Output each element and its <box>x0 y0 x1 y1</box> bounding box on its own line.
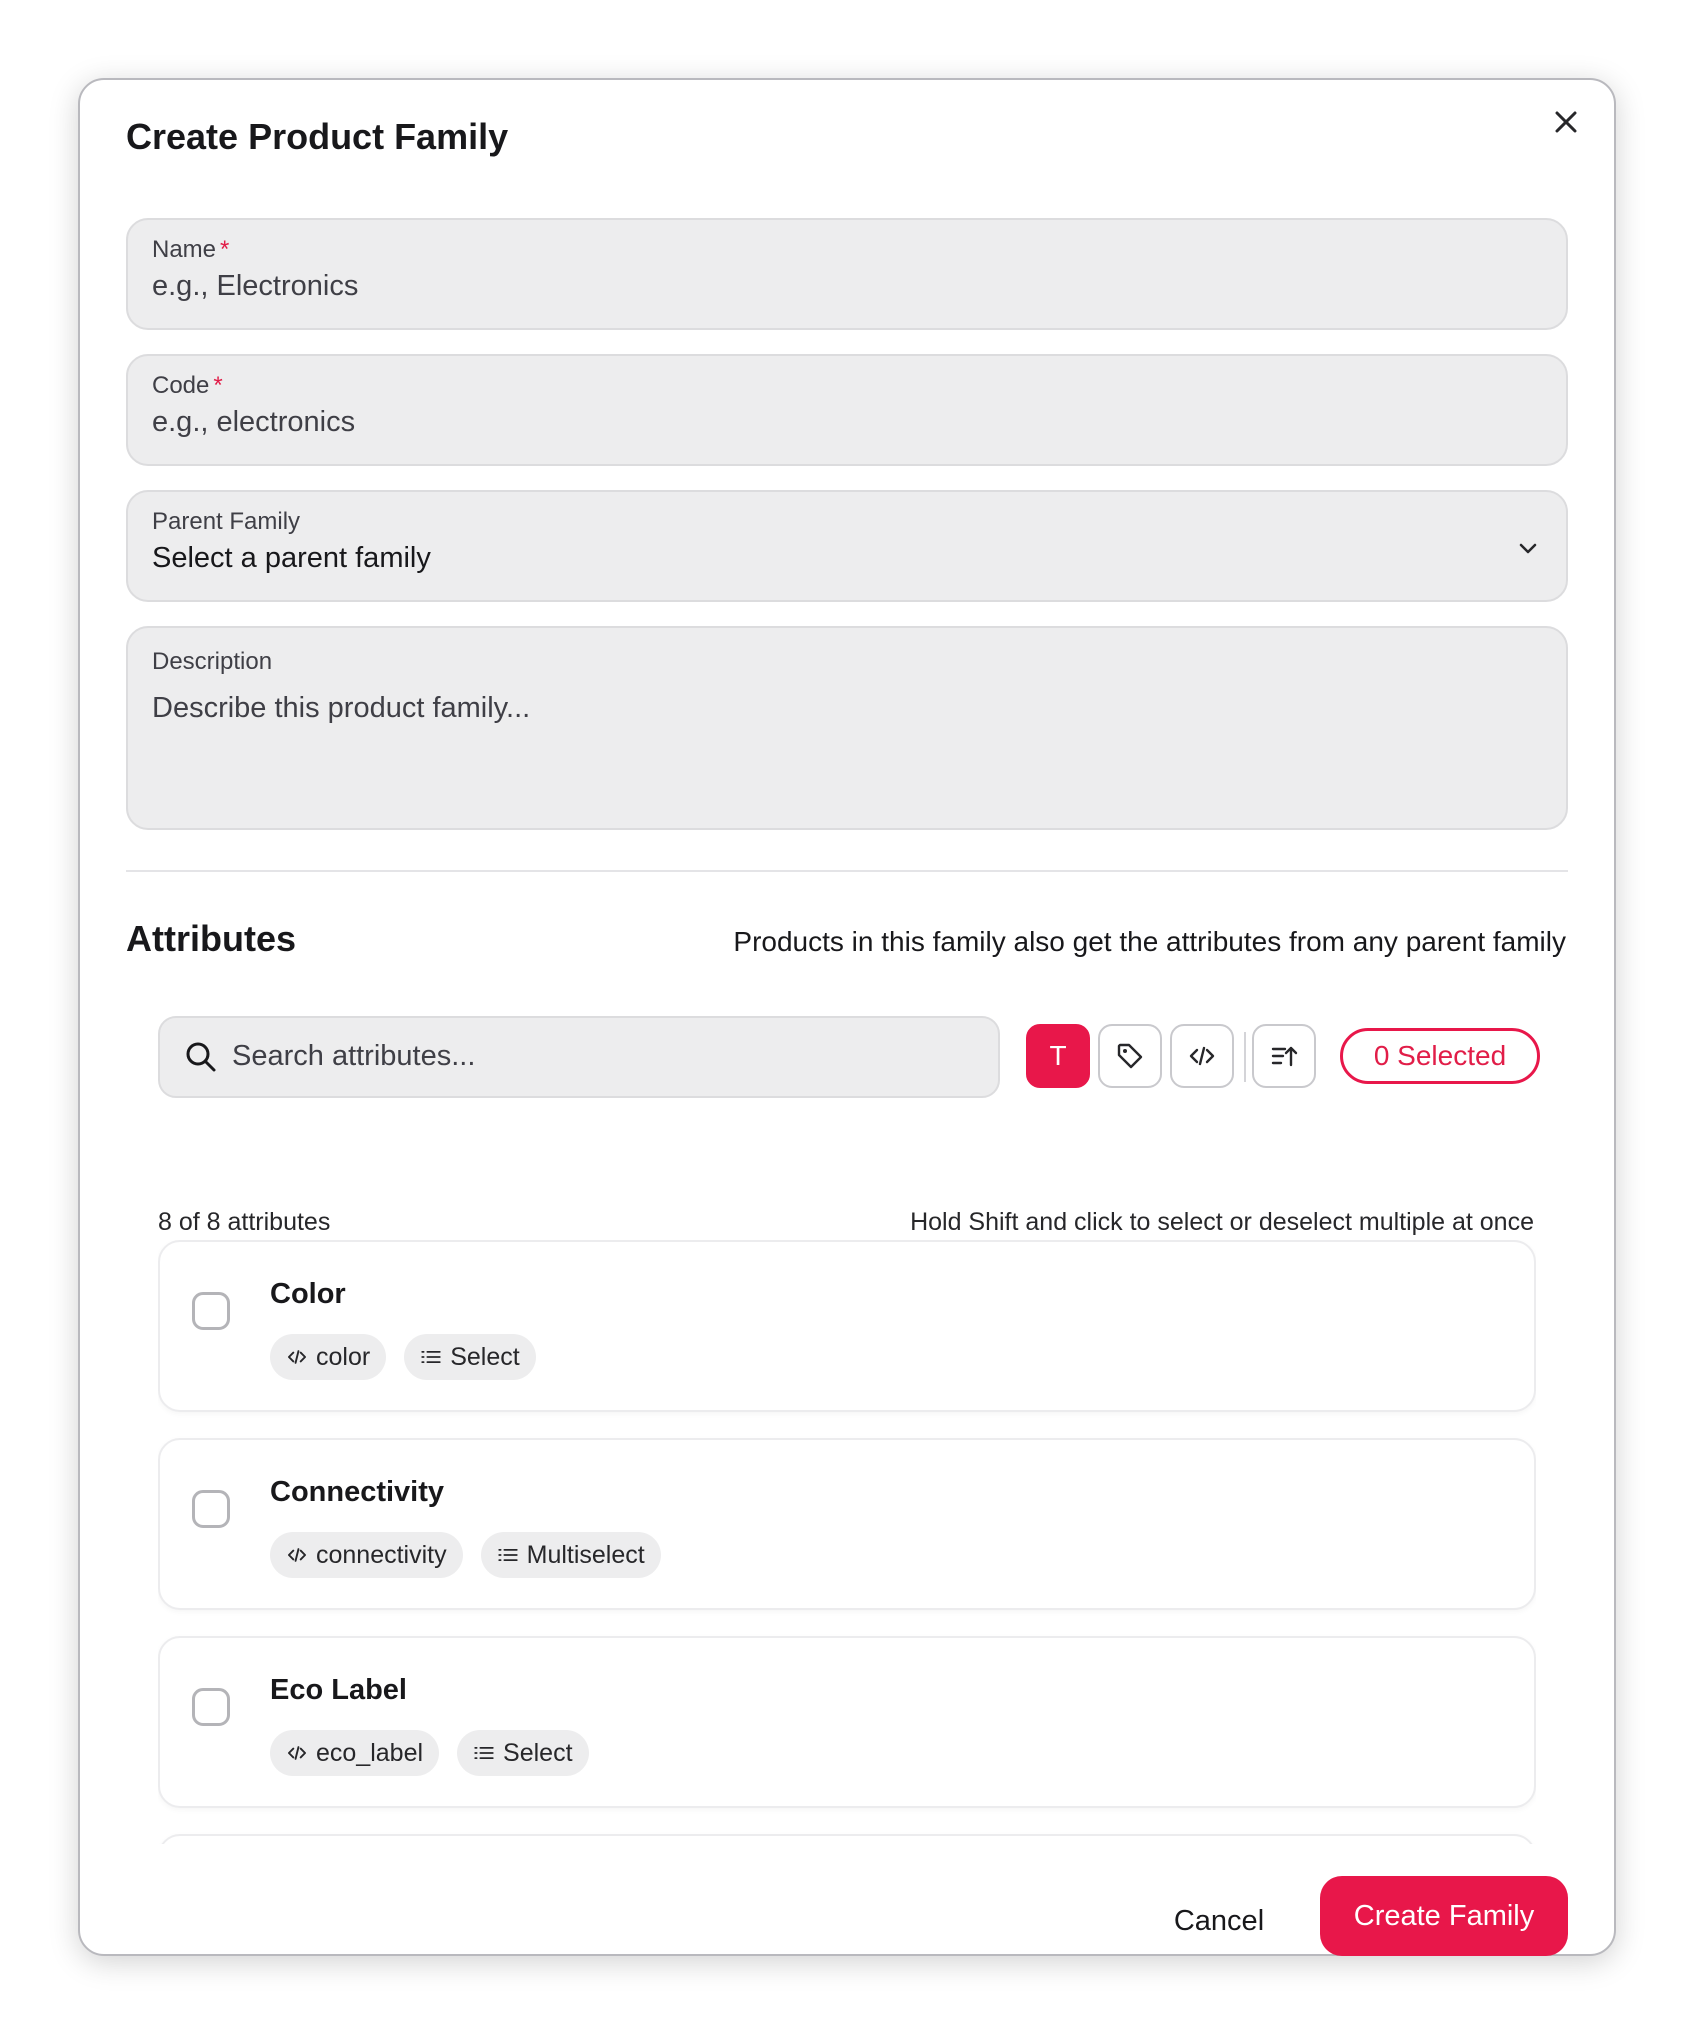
attribute-type-tag: Multiselect <box>481 1532 661 1578</box>
attribute-type-tag: Select <box>404 1334 535 1380</box>
list-icon <box>473 1742 495 1764</box>
required-mark: * <box>220 236 230 263</box>
filter-tag-button[interactable] <box>1098 1024 1162 1088</box>
attribute-count: 8 of 8 attributes <box>158 1208 331 1236</box>
code-field[interactable] <box>126 354 1568 466</box>
attribute-code-tag: connectivity <box>270 1532 463 1578</box>
code-icon <box>1187 1041 1217 1071</box>
search-icon <box>184 1040 218 1074</box>
section-divider <box>126 870 1568 872</box>
required-mark: * <box>213 372 223 399</box>
close-button[interactable] <box>1546 102 1586 142</box>
selected-count-button[interactable]: 0 Selected <box>1340 1028 1540 1084</box>
description-placeholder: Describe this product family... <box>152 692 531 724</box>
create-family-button[interactable]: Create Family <box>1320 1876 1568 1956</box>
list-icon <box>420 1346 442 1368</box>
toolbar-separator <box>1244 1032 1246 1082</box>
attribute-code-tag: eco_label <box>270 1730 439 1776</box>
code-icon <box>286 1346 308 1368</box>
parent-family-value: Select a parent family <box>152 542 431 574</box>
attribute-type-tag: Select <box>457 1730 588 1776</box>
attribute-checkbox[interactable] <box>192 1292 230 1330</box>
create-product-family-dialog <box>78 78 1616 1956</box>
attribute-name: Color <box>270 1278 346 1310</box>
attribute-checkbox[interactable] <box>192 1490 230 1528</box>
dialog-title: Create Product Family <box>126 116 509 157</box>
code-icon <box>286 1742 308 1764</box>
attribute-card[interactable] <box>158 1636 1536 1808</box>
attribute-checkbox[interactable] <box>192 1688 230 1726</box>
parent-family-select[interactable] <box>126 490 1568 602</box>
name-label: Name <box>152 236 217 263</box>
filter-code-button[interactable] <box>1170 1024 1234 1088</box>
attribute-code-tag: color <box>270 1334 386 1380</box>
sort-button[interactable] <box>1252 1024 1316 1088</box>
code-label: Code <box>152 372 210 399</box>
cancel-button[interactable]: Cancel <box>1173 1904 1265 1937</box>
list-icon <box>497 1544 519 1566</box>
attribute-card[interactable] <box>158 1240 1536 1412</box>
name-placeholder: e.g., Electronics <box>152 270 359 302</box>
attribute-card[interactable] <box>158 1438 1536 1610</box>
chevron-down-icon <box>1516 536 1540 560</box>
name-field[interactable] <box>126 218 1568 330</box>
attributes-note: Products in this family also get the attributes from any parent family <box>733 926 1566 957</box>
attribute-list[interactable] <box>158 1240 1536 1844</box>
parent-family-label: Parent Family <box>152 508 301 535</box>
attribute-name: Eco Label <box>270 1674 407 1706</box>
attributes-heading: Attributes <box>126 918 296 959</box>
filter-text-button[interactable] <box>1026 1024 1090 1088</box>
description-label: Description <box>152 648 273 675</box>
code-icon <box>286 1544 308 1566</box>
search-placeholder: Search attributes... <box>232 1040 476 1072</box>
text-type-icon: T <box>1049 1040 1067 1071</box>
close-icon <box>1553 109 1579 135</box>
attribute-name: Connectivity <box>270 1476 445 1508</box>
search-attributes-input[interactable] <box>158 1016 1000 1098</box>
tag-icon <box>1115 1041 1145 1071</box>
code-placeholder: e.g., electronics <box>152 406 356 438</box>
description-textarea[interactable] <box>126 626 1568 830</box>
attribute-card[interactable] <box>158 1834 1536 1844</box>
sort-icon <box>1269 1041 1299 1071</box>
multi-select-hint: Hold Shift and click to select or deselect multiple at once <box>910 1208 1534 1236</box>
